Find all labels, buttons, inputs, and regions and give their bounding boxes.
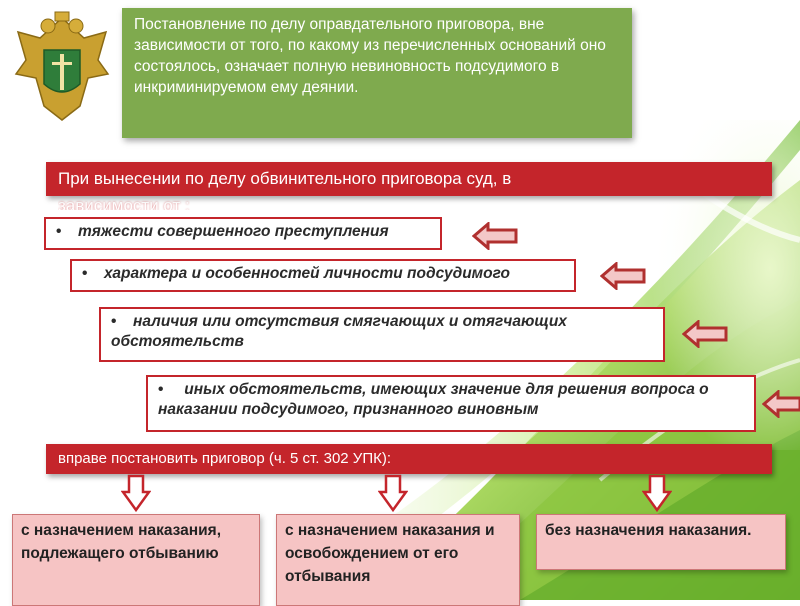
factor-item-personality [70,259,576,292]
down-arrow-icon [642,474,672,512]
conviction-header-bar [46,162,772,196]
factor-text: иных обстоятельств, имеющих значение для решения вопроса о наказании подсудимого, признанного виновным [158,381,709,418]
acquittal-explanation-box [122,8,632,138]
factor-item-circumstances [99,307,665,362]
prosecutor-emblem-icon [8,8,116,126]
factor-text: тяжести совершенного преступления [78,223,389,240]
factor-item-other [146,375,756,432]
left-arrow-icon [682,320,728,348]
conviction-header-text: При вынесении по делу обвинительного приговора суд, в [58,169,512,188]
factor-item-severity [44,217,442,250]
outcome-text: с назначением наказания и освобождением от его отбывания [285,522,495,585]
acquittal-explanation-text: Постановление по делу оправдательного приговора, вне зависимости от того, по какому из перечисленных оснований оно состоялось, означает полную невиновность подсудимого в инкриминируемом ему деянии. [134,16,606,96]
left-arrow-icon [600,262,646,290]
verdict-text: вправе постановить приговор (ч. 5 ст. 302 УПК): [58,450,392,467]
outcome-box-without-punishment [536,514,786,570]
outcome-box-with-release [276,514,520,606]
factor-text: наличия или отсутствия смягчающих и отягчающих обстоятельств [111,313,567,350]
left-arrow-icon [762,390,800,418]
verdict-bar [46,444,772,474]
bullet: • [82,265,88,282]
bullet: • [158,381,164,398]
left-arrow-icon [472,222,518,250]
outcome-text: без назначения наказания. [545,522,752,539]
outcome-box-with-serving [12,514,260,606]
down-arrow-icon [378,474,408,512]
conviction-header-continuation: зависимости от : [58,196,190,210]
bullet: • [56,223,62,240]
down-arrow-icon [121,474,151,512]
bullet: • [111,313,117,330]
outcome-text: с назначением наказания, подлежащего отбыванию [21,522,222,562]
factor-text: характера и особенностей личности подсудимого [104,265,510,282]
